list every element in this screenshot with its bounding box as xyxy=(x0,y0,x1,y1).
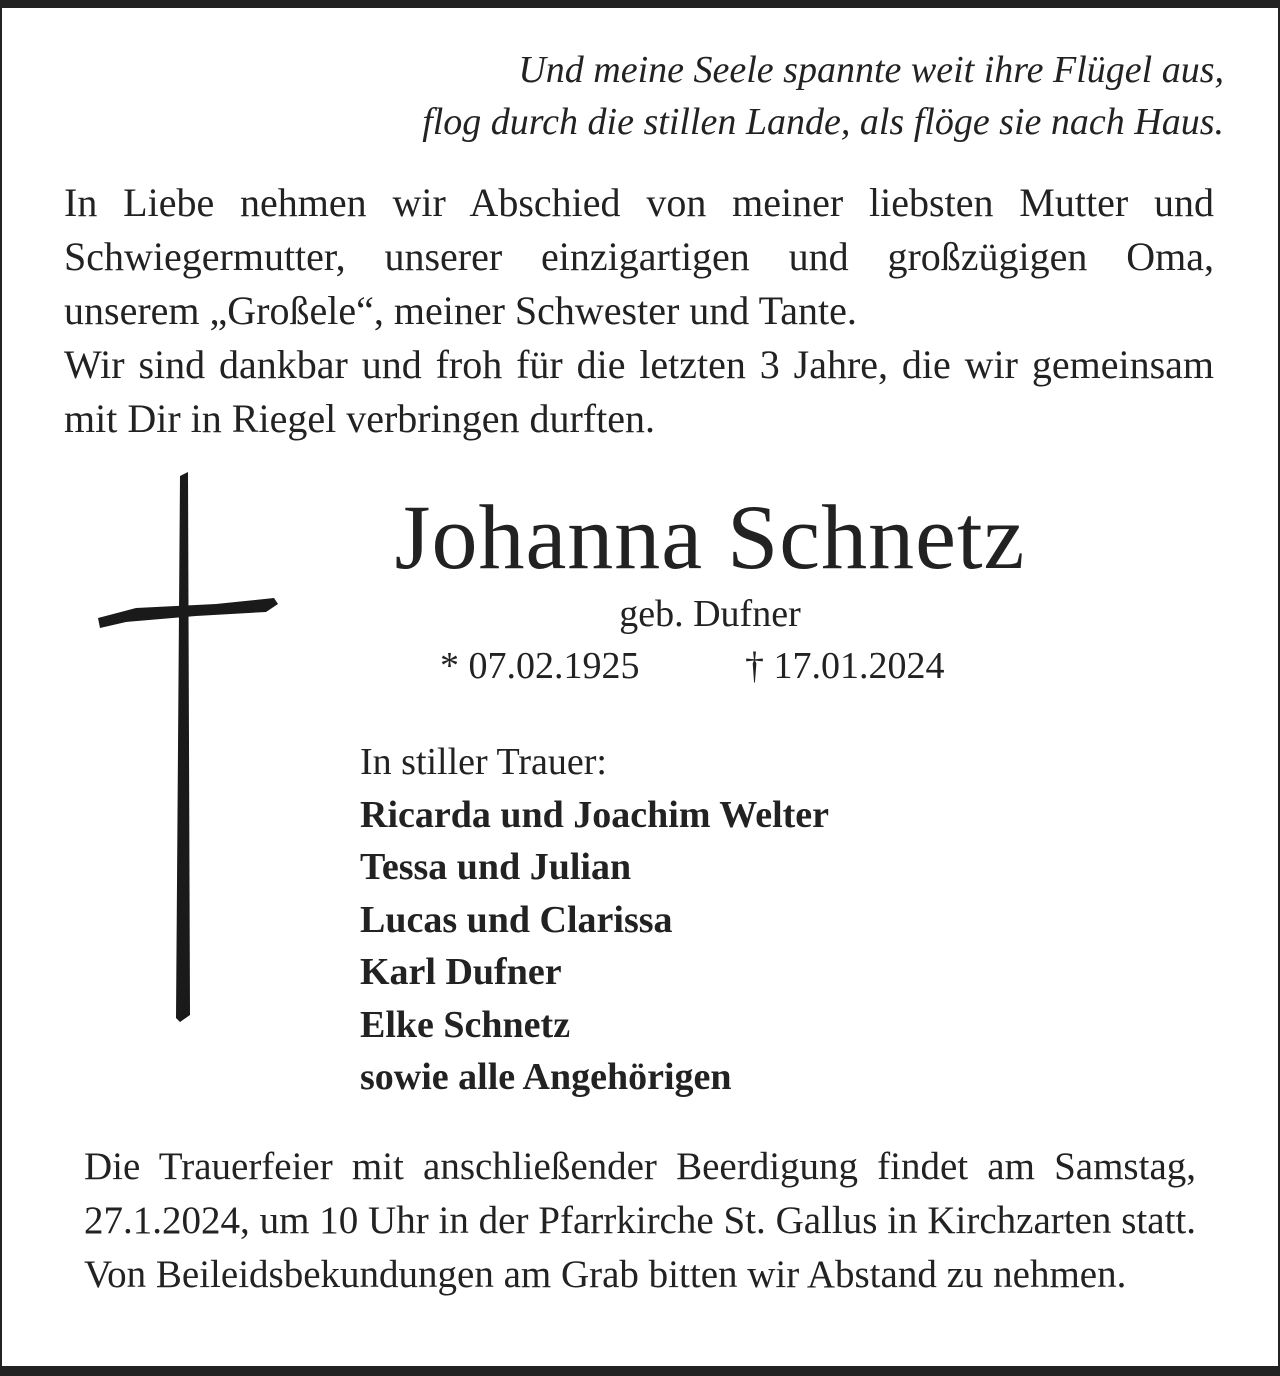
poem-line-1: Und meine Seele spannte weit ihre Flügel aus, xyxy=(518,49,1224,91)
mourner-name: Lucas und Clarissa xyxy=(360,898,673,941)
death-date: † 17.01.2024 xyxy=(745,645,945,687)
birth-name: geb. Dufner xyxy=(619,593,801,635)
mourner-name: Karl Dufner xyxy=(360,951,562,993)
cross-icon xyxy=(96,470,281,1025)
intro-text xyxy=(64,176,1214,446)
intro-paragraph-1: In Liebe nehmen wir Abschied von meiner liebsten Mutter und Schwiegermutter, unserer einzigartigen und großzügigen Oma, unserem „Großele“, meiner Schwester und Tante. xyxy=(64,180,1214,333)
funeral-text: Die Trauerfeier mit anschließender Beerdigung findet am Samstag, 27.1.2024, um 10 Uhr in der Pfarrkirche St. Gallus in Kirchzarten statt. Von Beileidsbekundungen am Grab bitten wir Abstand zu nehmen. xyxy=(84,1145,1196,1296)
mourners-heading: In stiller Trauer: xyxy=(360,741,607,783)
mourner-name: Ricarda und Joachim Welter xyxy=(360,793,830,836)
deceased-name: Johanna Schnetz xyxy=(394,486,1026,588)
intro-paragraph-2: Wir sind dankbar und froh für die letzten 3 Jahre, die wir gemeinsam mit Dir in Riegel verbringen durften. xyxy=(64,342,1214,441)
birth-date: * 07.02.1925 xyxy=(440,645,640,687)
mourner-name: Tessa und Julian xyxy=(360,846,632,888)
poem xyxy=(224,44,1224,148)
funeral-notice xyxy=(84,1140,1196,1302)
mourner-name: Elke Schnetz xyxy=(360,1003,571,1046)
mourner-name: sowie alle Angehörigen xyxy=(360,1056,732,1098)
mourners-block xyxy=(360,736,1060,1104)
life-dates xyxy=(440,642,1000,690)
poem-line-2: flog durch die stillen Lande, als flöge sie nach Haus. xyxy=(422,101,1224,143)
